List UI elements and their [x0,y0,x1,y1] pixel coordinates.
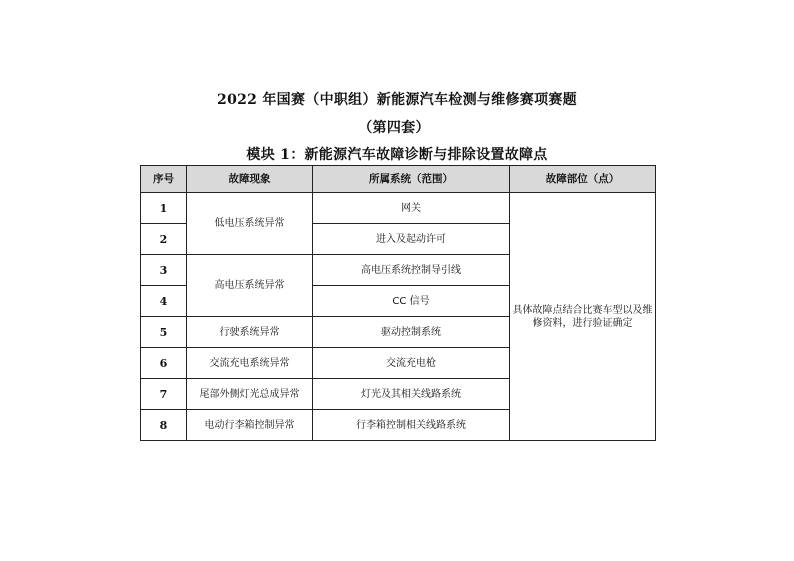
row-index: 3 [141,255,187,286]
table-header-row [141,166,656,193]
document-subtitle: （第四套） [358,120,430,136]
row-index: 2 [141,224,187,255]
row-index: 4 [141,286,187,317]
fault-location-note: 具体故障点结合比赛车型以及维修资料，进行验证确定 [510,193,656,441]
row-symptom: 交流充电系统异常 [187,348,313,379]
row-index: 7 [141,379,187,410]
row-index: 6 [141,348,187,379]
row-symptom: 电动行李箱控制异常 [187,410,313,441]
header-symptom: 故障现象 [187,166,313,193]
fault-points-table [140,165,656,441]
row-index: 8 [141,410,187,441]
row-system: 网关 [313,193,510,224]
row-system: 高电压系统控制导引线 [313,255,510,286]
row-system: 行李箱控制相关线路系统 [313,410,510,441]
header-location: 故障部位（点） [510,166,656,193]
row-index: 1 [141,193,187,224]
table-row [141,193,656,224]
row-symptom: 高电压系统异常 [187,255,313,317]
module-heading: 模块 1：新能源汽车故障诊断与排除设置故障点 [246,147,548,163]
document-title: 2022 年国赛（中职组）新能源汽车检测与维修赛项赛题 [217,92,577,108]
row-system: 进入及起动许可 [313,224,510,255]
row-system: 灯光及其相关线路系统 [313,379,510,410]
row-symptom: 尾部外侧灯光总成异常 [187,379,313,410]
row-system: CC 信号 [313,286,510,317]
row-system: 交流充电枪 [313,348,510,379]
header-index: 序号 [141,166,187,193]
header-system: 所属系统（范围） [313,166,510,193]
row-symptom: 行驶系统异常 [187,317,313,348]
row-symptom: 低电压系统异常 [187,193,313,255]
row-index: 5 [141,317,187,348]
row-system: 驱动控制系统 [313,317,510,348]
